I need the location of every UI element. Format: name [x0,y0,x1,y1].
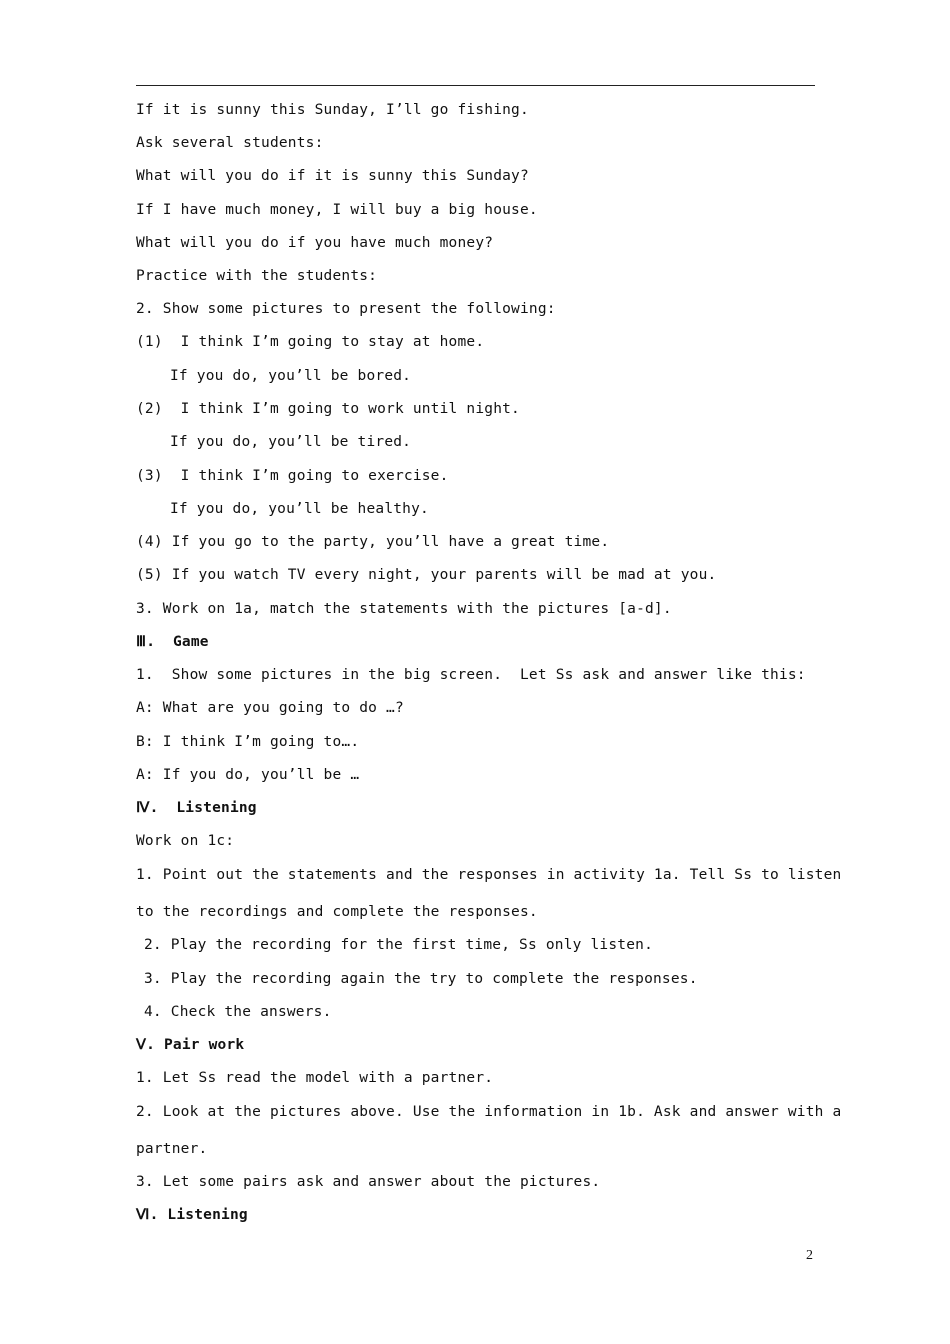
text-line: Practice with the students: [136,268,378,284]
text-line: If I have much money, I will buy a big house. [136,202,538,218]
text-line: What will you do if you have much money? [136,235,494,251]
text-line: Work on 1c: [136,833,235,849]
list-item: 2. Play the recording for the first time, Ss only listen. [144,937,653,953]
list-item: (2) I think I’m going to work until night. [136,401,520,417]
text-line: What will you do if it is sunny this Sunday? [136,168,529,184]
dialogue-line: A: If you do, you’ll be … [136,767,360,783]
list-item: 3. Play the recording again the try to complete the responses. [144,971,698,987]
text-line: 1. Show some pictures in the big screen. Let Ss ask and answer like this: [136,667,806,683]
text-line: to the recordings and complete the responses. [136,904,538,920]
response-line: If you do, you’ll be healthy. [170,501,429,517]
response-line: If you do, you’ll be bored. [170,368,412,384]
text-line: Ask several students: [136,135,324,151]
text-line: partner. [136,1141,208,1157]
section-heading-game: Ⅲ. Game [136,634,209,650]
text-line: 2. Show some pictures to present the following: [136,301,556,317]
text-line: 3. Work on 1a, match the statements with the pictures [a-d]. [136,601,672,617]
list-item: (4) If you go to the party, you’ll have a great time. [136,534,610,550]
header-rule [136,85,815,86]
text-line: 1. Let Ss read the model with a partner. [136,1070,494,1086]
dialogue-line: B: I think I’m going to…. [136,734,360,750]
list-item: 4. Check the answers. [144,1004,332,1020]
list-item: (5) If you watch TV every night, your parents will be mad at you. [136,567,717,583]
section-heading-listening-2: Ⅵ. Listening [136,1207,248,1223]
section-heading-listening: Ⅳ. Listening [136,800,257,816]
page-number: 2 [806,1248,813,1263]
text-line: 2. Look at the pictures above. Use the information in 1b. Ask and answer with a [136,1104,842,1120]
response-line: If you do, you’ll be tired. [170,434,412,450]
list-item: (3) I think I’m going to exercise. [136,468,449,484]
section-heading-pair-work: Ⅴ. Pair work [136,1037,245,1053]
text-line: If it is sunny this Sunday, I’ll go fishing. [136,102,529,118]
list-item: (1) I think I’m going to stay at home. [136,334,485,350]
dialogue-line: A: What are you going to do …? [136,700,404,716]
text-line: 3. Let some pairs ask and answer about the pictures. [136,1174,601,1190]
text-line: 1. Point out the statements and the responses in activity 1a. Tell Ss to listen [136,867,842,883]
